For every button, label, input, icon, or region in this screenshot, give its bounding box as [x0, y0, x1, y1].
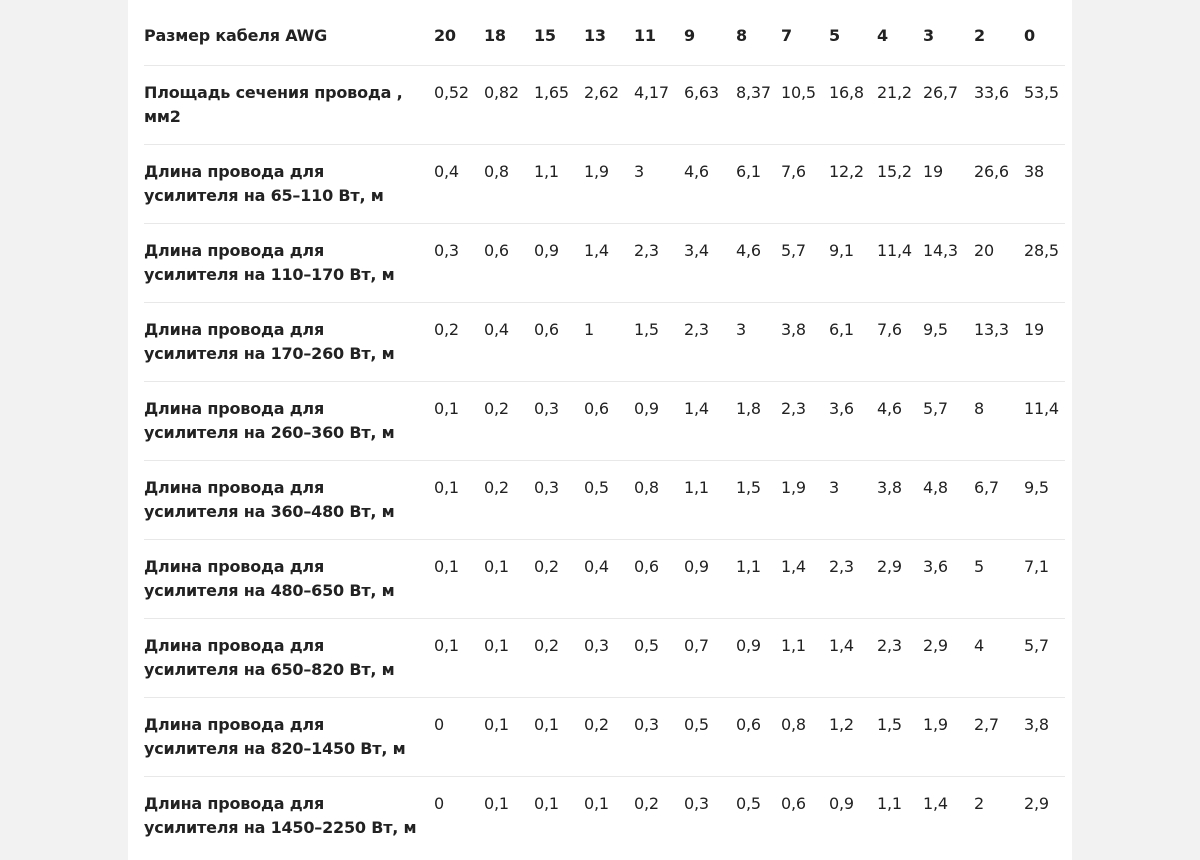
table-cell: 0,5	[584, 460, 634, 539]
table-cell: 0,3	[534, 381, 584, 460]
table-cell: 1,8	[736, 381, 781, 460]
header-size: 8	[736, 0, 781, 65]
table-cell: 0,9	[534, 223, 584, 302]
table-cell: 0,8	[781, 697, 829, 776]
table-cell: 0,7	[684, 618, 736, 697]
table-cell: 0,2	[584, 697, 634, 776]
table-cell: 2,62	[584, 65, 634, 144]
table-row	[144, 539, 1065, 618]
table-cell: 0,9	[634, 381, 684, 460]
table-cell: 0,8	[634, 460, 684, 539]
table-cell: 53,5	[1024, 65, 1065, 144]
table-cell: 0,3	[584, 618, 634, 697]
row-label: Длина провода для усилителя на 650–820 Вт, м	[144, 618, 434, 697]
table-cell: 0,4	[484, 302, 534, 381]
table-cell: 2,9	[923, 618, 974, 697]
table-cell: 3,6	[923, 539, 974, 618]
table-cell: 10,5	[781, 65, 829, 144]
table-cell: 0	[434, 697, 484, 776]
table-cell: 4,6	[877, 381, 923, 460]
table-cell: 21,2	[877, 65, 923, 144]
table-cell: 0,2	[434, 302, 484, 381]
table-cell: 4,6	[736, 223, 781, 302]
table-cell: 2,3	[684, 302, 736, 381]
table-cell: 19	[923, 144, 974, 223]
table-cell: 6,1	[829, 302, 877, 381]
table-cell: 20	[974, 223, 1024, 302]
table-cell: 0,6	[534, 302, 584, 381]
table-cell: 2,3	[781, 381, 829, 460]
table-cell: 5,7	[781, 223, 829, 302]
table-cell: 7,6	[877, 302, 923, 381]
table-cell: 0,1	[434, 460, 484, 539]
table-cell: 2,3	[877, 618, 923, 697]
table-cell: 0,2	[534, 539, 584, 618]
table-cell: 28,5	[1024, 223, 1065, 302]
table-cell: 15,2	[877, 144, 923, 223]
table-cell: 0,9	[736, 618, 781, 697]
table-cell: 0,1	[484, 539, 534, 618]
table-cell: 1,4	[923, 793, 948, 813]
table-cell: 1,1	[877, 793, 902, 813]
table-row	[144, 381, 1065, 460]
table-cell: 26,6	[974, 144, 1024, 223]
table-cell: 0,6	[484, 223, 534, 302]
table-cell: 1,9	[923, 697, 974, 776]
table-cell: 16,8	[829, 65, 877, 144]
table-cell: 1,4	[684, 381, 736, 460]
table-cell: 8	[974, 381, 1024, 460]
row-label: Площадь сечения провода , мм2	[144, 65, 434, 144]
table-cell: 0,8	[484, 144, 534, 223]
header-size: 4	[877, 0, 923, 65]
table-cell: 1,65	[534, 65, 584, 144]
header-label: Размер кабеля AWG	[144, 0, 434, 65]
table-cell: 3	[829, 460, 877, 539]
row-label: Длина провода для усилителя на 260–360 Вт, м	[144, 381, 434, 460]
table-cell: 3,6	[829, 381, 877, 460]
table-cell: 1,2	[829, 697, 877, 776]
table-cell: 3,8	[781, 302, 829, 381]
table-cell: 0,2	[484, 460, 534, 539]
header-size: 11	[634, 0, 684, 65]
table-cell: 38	[1024, 144, 1065, 223]
table-cell: 9,5	[1024, 460, 1065, 539]
table-cell: 0,9	[829, 793, 854, 813]
table-cell: 0,6	[584, 381, 634, 460]
header-size: 7	[781, 0, 829, 65]
table-cell: 3,4	[684, 223, 736, 302]
table-cell: 4,17	[634, 65, 684, 144]
table-cell: 0,3	[684, 793, 709, 813]
row-label: Длина провода для усилителя на 360–480 Вт, м	[144, 460, 434, 539]
table-cell: 1,4	[781, 539, 829, 618]
table-row	[144, 776, 1065, 855]
table-cell: 1,5	[736, 460, 781, 539]
table-cell: 0,2	[484, 381, 534, 460]
table-cell: 7,6	[781, 144, 829, 223]
table-cell: 2,3	[829, 539, 877, 618]
table-cell: 19	[1024, 302, 1065, 381]
table-cell: 5,7	[1024, 618, 1065, 697]
table-cell: 0,6	[736, 697, 781, 776]
table-cell: 0,3	[634, 697, 684, 776]
table-row	[144, 618, 1065, 697]
table-cell: 6,1	[736, 144, 781, 223]
table-cell: 0,1	[534, 793, 559, 813]
row-label: Длина провода для усилителя на 110–170 Вт, м	[144, 223, 434, 302]
table-cell: 14,3	[923, 223, 974, 302]
table-cell: 0,1	[534, 697, 584, 776]
table-cell: 0,1	[484, 697, 534, 776]
table-row	[144, 697, 1065, 776]
table-cell: 12,2	[829, 144, 877, 223]
table-cell: 1,1	[684, 460, 736, 539]
table-cell: 0,2	[634, 793, 659, 813]
table-cell: 1,9	[584, 144, 634, 223]
table-cell: 1,5	[877, 697, 923, 776]
table-cell: 0,6	[634, 539, 684, 618]
row-label: Длина провода для усилителя на 65–110 Вт, м	[144, 144, 434, 223]
table-cell: 0,1	[434, 539, 484, 618]
table-cell: 9,5	[923, 302, 974, 381]
table-cell: 1,4	[584, 223, 634, 302]
header-size: 18	[484, 0, 534, 65]
table-cell: 6,7	[974, 460, 1024, 539]
table-cell: 0,6	[781, 793, 806, 813]
table-cell: 11,4	[1024, 381, 1065, 460]
table-cell: 2,9	[877, 539, 923, 618]
header-size: 15	[534, 0, 584, 65]
table-cell: 0,52	[434, 65, 484, 144]
table-cell: 0,82	[484, 65, 534, 144]
table-row	[144, 144, 1065, 223]
table-cell: 1,5	[634, 302, 684, 381]
table-cell: 0,1	[484, 793, 509, 813]
table-cell: 1,9	[781, 460, 829, 539]
table-cell: 4,6	[684, 144, 736, 223]
table-cell: 3	[736, 302, 781, 381]
table-cell: 2,9	[1024, 793, 1049, 813]
table-cell: 0,1	[434, 381, 484, 460]
header-size: 2	[974, 0, 1024, 65]
header-size: 0	[1024, 0, 1065, 65]
table-cell: 8,37	[736, 65, 781, 144]
table-cell: 33,6	[974, 65, 1024, 144]
table-row	[144, 302, 1065, 381]
table-cell: 3,8	[1024, 697, 1065, 776]
table-cell: 0,3	[534, 460, 584, 539]
row-label: Длина провода для усилителя на 1450–2250 Вт, м	[144, 793, 417, 837]
header-size: 3	[923, 0, 974, 65]
table-row	[144, 65, 1065, 144]
table-cell: 0,9	[684, 539, 736, 618]
table-cell: 26,7	[923, 65, 974, 144]
table-cell: 5,7	[923, 381, 974, 460]
header-size: 9	[684, 0, 736, 65]
table-cell: 2,7	[974, 697, 1024, 776]
header-size: 20	[434, 0, 484, 65]
table-cell: 5	[974, 539, 1024, 618]
table-cell: 0,2	[534, 618, 584, 697]
table-cell: 13,3	[974, 302, 1024, 381]
row-label: Длина провода для усилителя на 480–650 Вт, м	[144, 539, 434, 618]
table-cell: 2,3	[634, 223, 684, 302]
header-size: 5	[829, 0, 877, 65]
table-cell: 0,5	[684, 697, 736, 776]
table-cell: 1	[584, 302, 634, 381]
table-cell: 3,8	[877, 460, 923, 539]
table-cell: 0,3	[434, 223, 484, 302]
table-cell: 0,4	[434, 144, 484, 223]
table-cell: 4	[974, 618, 1024, 697]
document-page	[128, 0, 1072, 860]
table-cell: 0,5	[736, 793, 761, 813]
table-cell: 7,1	[1024, 539, 1065, 618]
table-cell: 0,1	[434, 618, 484, 697]
table-cell: 2	[974, 793, 984, 813]
table-header-row	[144, 0, 1065, 65]
table-cell: 6,63	[684, 65, 736, 144]
awg-cable-table	[144, 0, 1065, 855]
table-cell: 3	[634, 144, 684, 223]
table-cell: 1,1	[534, 144, 584, 223]
table-cell: 0,4	[584, 539, 634, 618]
table-cell: 9,1	[829, 223, 877, 302]
table-row	[144, 460, 1065, 539]
table-cell: 11,4	[877, 223, 923, 302]
table-cell: 0,1	[584, 793, 609, 813]
header-size: 13	[584, 0, 634, 65]
table-cell: 4,8	[923, 460, 974, 539]
row-label: Длина провода для усилителя на 170–260 Вт, м	[144, 302, 434, 381]
table-cell: 0,1	[484, 618, 534, 697]
table-cell: 0,5	[634, 618, 684, 697]
table-row	[144, 223, 1065, 302]
row-label: Длина провода для усилителя на 820–1450 Вт, м	[144, 697, 434, 776]
table-body	[144, 65, 1065, 855]
table-cell: 1,1	[781, 618, 829, 697]
table-cell: 0	[434, 793, 444, 813]
table-cell: 1,4	[829, 618, 877, 697]
table-cell: 1,1	[736, 539, 781, 618]
